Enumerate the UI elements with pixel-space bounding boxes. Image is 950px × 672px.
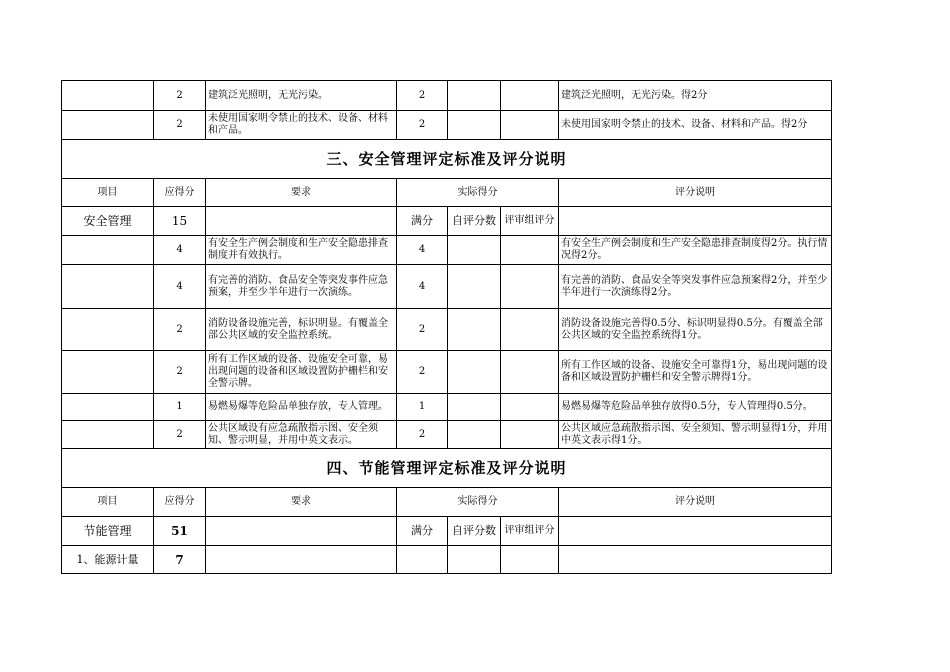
self-score-cell bbox=[448, 546, 501, 574]
explanation-cell: 有完善的消防、食品安全等突发事件应急预案得2分，并至少半年进行一次演练得2分。 bbox=[559, 265, 832, 309]
category-requirement bbox=[206, 517, 397, 546]
table-row bbox=[62, 394, 832, 421]
panel-score-header: 评审组评分 bbox=[501, 207, 559, 236]
self-score-cell bbox=[448, 236, 501, 265]
explanation-cell: 所有工作区域的设备、设施安全可靠得1分，易出现问题的设备和区域设置防护栅栏和安全警示牌得1分。 bbox=[559, 351, 832, 394]
full-score-cell: 2 bbox=[397, 81, 448, 111]
requirement-cell bbox=[206, 546, 397, 574]
header-item: 项目 bbox=[62, 179, 154, 207]
explanation-cell: 建筑泛光照明，无光污染。得2分 bbox=[559, 81, 832, 111]
requirement-cell: 有安全生产例会制度和生产安全隐患排查制度并有效执行。 bbox=[206, 236, 397, 265]
score-cell: 2 bbox=[154, 421, 206, 449]
explanation-cell: 有安全生产例会制度和生产安全隐患排查制度得2分。执行情况得2分。 bbox=[559, 236, 832, 265]
full-score-header: 满分 bbox=[397, 207, 448, 236]
section-title-row bbox=[62, 449, 832, 488]
table-row bbox=[62, 421, 832, 449]
category-score: 15 bbox=[154, 207, 206, 236]
explanation-cell: 易燃易爆等危险品单独存放得0.5分，专人管理得0.5分。 bbox=[559, 394, 832, 421]
score-cell: 2 bbox=[154, 81, 206, 111]
requirement-cell: 有完善的消防、食品安全等突发事件应急预案，并至少半年进行一次演练。 bbox=[206, 265, 397, 309]
self-score-cell bbox=[448, 81, 501, 111]
item-cell: 1、能源计量 bbox=[62, 546, 154, 574]
full-score-cell: 1 bbox=[397, 394, 448, 421]
panel-score-cell bbox=[501, 236, 559, 265]
item-cell bbox=[62, 421, 154, 449]
item-cell bbox=[62, 394, 154, 421]
requirement-cell: 公共区域设有应急疏散指示图、安全须知、警示明显，并用中英文表示。 bbox=[206, 421, 397, 449]
table-row bbox=[62, 265, 832, 309]
header-score: 应得分 bbox=[154, 488, 206, 517]
table-row bbox=[62, 111, 832, 140]
header-requirement: 要求 bbox=[206, 179, 397, 207]
full-score-cell bbox=[397, 546, 448, 574]
full-score-cell: 4 bbox=[397, 265, 448, 309]
category-explanation bbox=[559, 517, 832, 546]
table-row bbox=[62, 81, 832, 111]
panel-score-cell bbox=[501, 394, 559, 421]
header-requirement: 要求 bbox=[206, 488, 397, 517]
requirement-cell: 所有工作区域的设备、设施安全可靠，易出现问题的设备和区域设置防护栅栏和安全警示牌。 bbox=[206, 351, 397, 394]
self-score-cell bbox=[448, 351, 501, 394]
panel-score-cell bbox=[501, 546, 559, 574]
score-cell: 2 bbox=[154, 351, 206, 394]
panel-score-header: 评审组评分 bbox=[501, 517, 559, 546]
self-score-header: 自评分数 bbox=[448, 517, 501, 546]
item-cell bbox=[62, 111, 154, 140]
score-cell: 7 bbox=[154, 546, 206, 574]
item-cell bbox=[62, 351, 154, 394]
header-actual: 实际得分 bbox=[397, 179, 559, 207]
full-score-header: 满分 bbox=[397, 517, 448, 546]
full-score-cell: 4 bbox=[397, 236, 448, 265]
score-cell: 4 bbox=[154, 265, 206, 309]
panel-score-cell bbox=[501, 421, 559, 449]
panel-score-cell bbox=[501, 81, 559, 111]
category-requirement bbox=[206, 207, 397, 236]
header-row bbox=[62, 488, 832, 517]
item-cell bbox=[62, 309, 154, 351]
category-name: 节能管理 bbox=[62, 517, 154, 546]
header-row bbox=[62, 179, 832, 207]
self-score-cell bbox=[448, 421, 501, 449]
header-actual: 实际得分 bbox=[397, 488, 559, 517]
self-score-cell bbox=[448, 309, 501, 351]
requirement-cell: 易燃易爆等危险品单独存放，专人管理。 bbox=[206, 394, 397, 421]
category-row bbox=[62, 207, 832, 236]
score-cell: 4 bbox=[154, 236, 206, 265]
full-score-cell: 2 bbox=[397, 351, 448, 394]
category-name: 安全管理 bbox=[62, 207, 154, 236]
table-row bbox=[62, 351, 832, 394]
item-cell bbox=[62, 236, 154, 265]
panel-score-cell bbox=[501, 265, 559, 309]
category-row bbox=[62, 517, 832, 546]
score-cell: 2 bbox=[154, 111, 206, 140]
explanation-cell: 消防设备设施完善得0.5分、标识明显得0.5分。有覆盖全部公共区域的安全监控系统得1分。 bbox=[559, 309, 832, 351]
panel-score-cell bbox=[501, 351, 559, 394]
explanation-cell: 未使用国家明令禁止的技术、设备、材料和产品。得2分 bbox=[559, 111, 832, 140]
evaluation-table bbox=[61, 80, 832, 574]
panel-score-cell bbox=[501, 309, 559, 351]
section-title: 四、节能管理评定标准及评分说明 bbox=[62, 449, 832, 488]
score-cell: 2 bbox=[154, 309, 206, 351]
full-score-cell: 2 bbox=[397, 111, 448, 140]
full-score-cell: 2 bbox=[397, 421, 448, 449]
panel-score-cell bbox=[501, 111, 559, 140]
section-title-row bbox=[62, 140, 832, 179]
full-score-cell: 2 bbox=[397, 309, 448, 351]
category-explanation bbox=[559, 207, 832, 236]
self-score-cell bbox=[448, 394, 501, 421]
table-row bbox=[62, 309, 832, 351]
category-score: 51 bbox=[154, 517, 206, 546]
requirement-cell: 未使用国家明令禁止的技术、设备、材料和产品。 bbox=[206, 111, 397, 140]
score-cell: 1 bbox=[154, 394, 206, 421]
self-score-cell bbox=[448, 265, 501, 309]
table-row bbox=[62, 236, 832, 265]
explanation-cell bbox=[559, 546, 832, 574]
header-explanation: 评分说明 bbox=[559, 179, 832, 207]
item-cell bbox=[62, 265, 154, 309]
item-cell bbox=[62, 81, 154, 111]
header-explanation: 评分说明 bbox=[559, 488, 832, 517]
self-score-cell bbox=[448, 111, 501, 140]
header-score: 应得分 bbox=[154, 179, 206, 207]
self-score-header: 自评分数 bbox=[448, 207, 501, 236]
table-row bbox=[62, 546, 832, 574]
section-title: 三、安全管理评定标准及评分说明 bbox=[62, 140, 832, 179]
header-item: 项目 bbox=[62, 488, 154, 517]
requirement-cell: 建筑泛光照明，无光污染。 bbox=[206, 81, 397, 111]
requirement-cell: 消防设备设施完善，标识明显。有覆盖全部公共区域的安全监控系统。 bbox=[206, 309, 397, 351]
explanation-cell: 公共区域应急疏散指示图、安全须知、警示明显得1分，并用中英文表示得1分。 bbox=[559, 421, 832, 449]
